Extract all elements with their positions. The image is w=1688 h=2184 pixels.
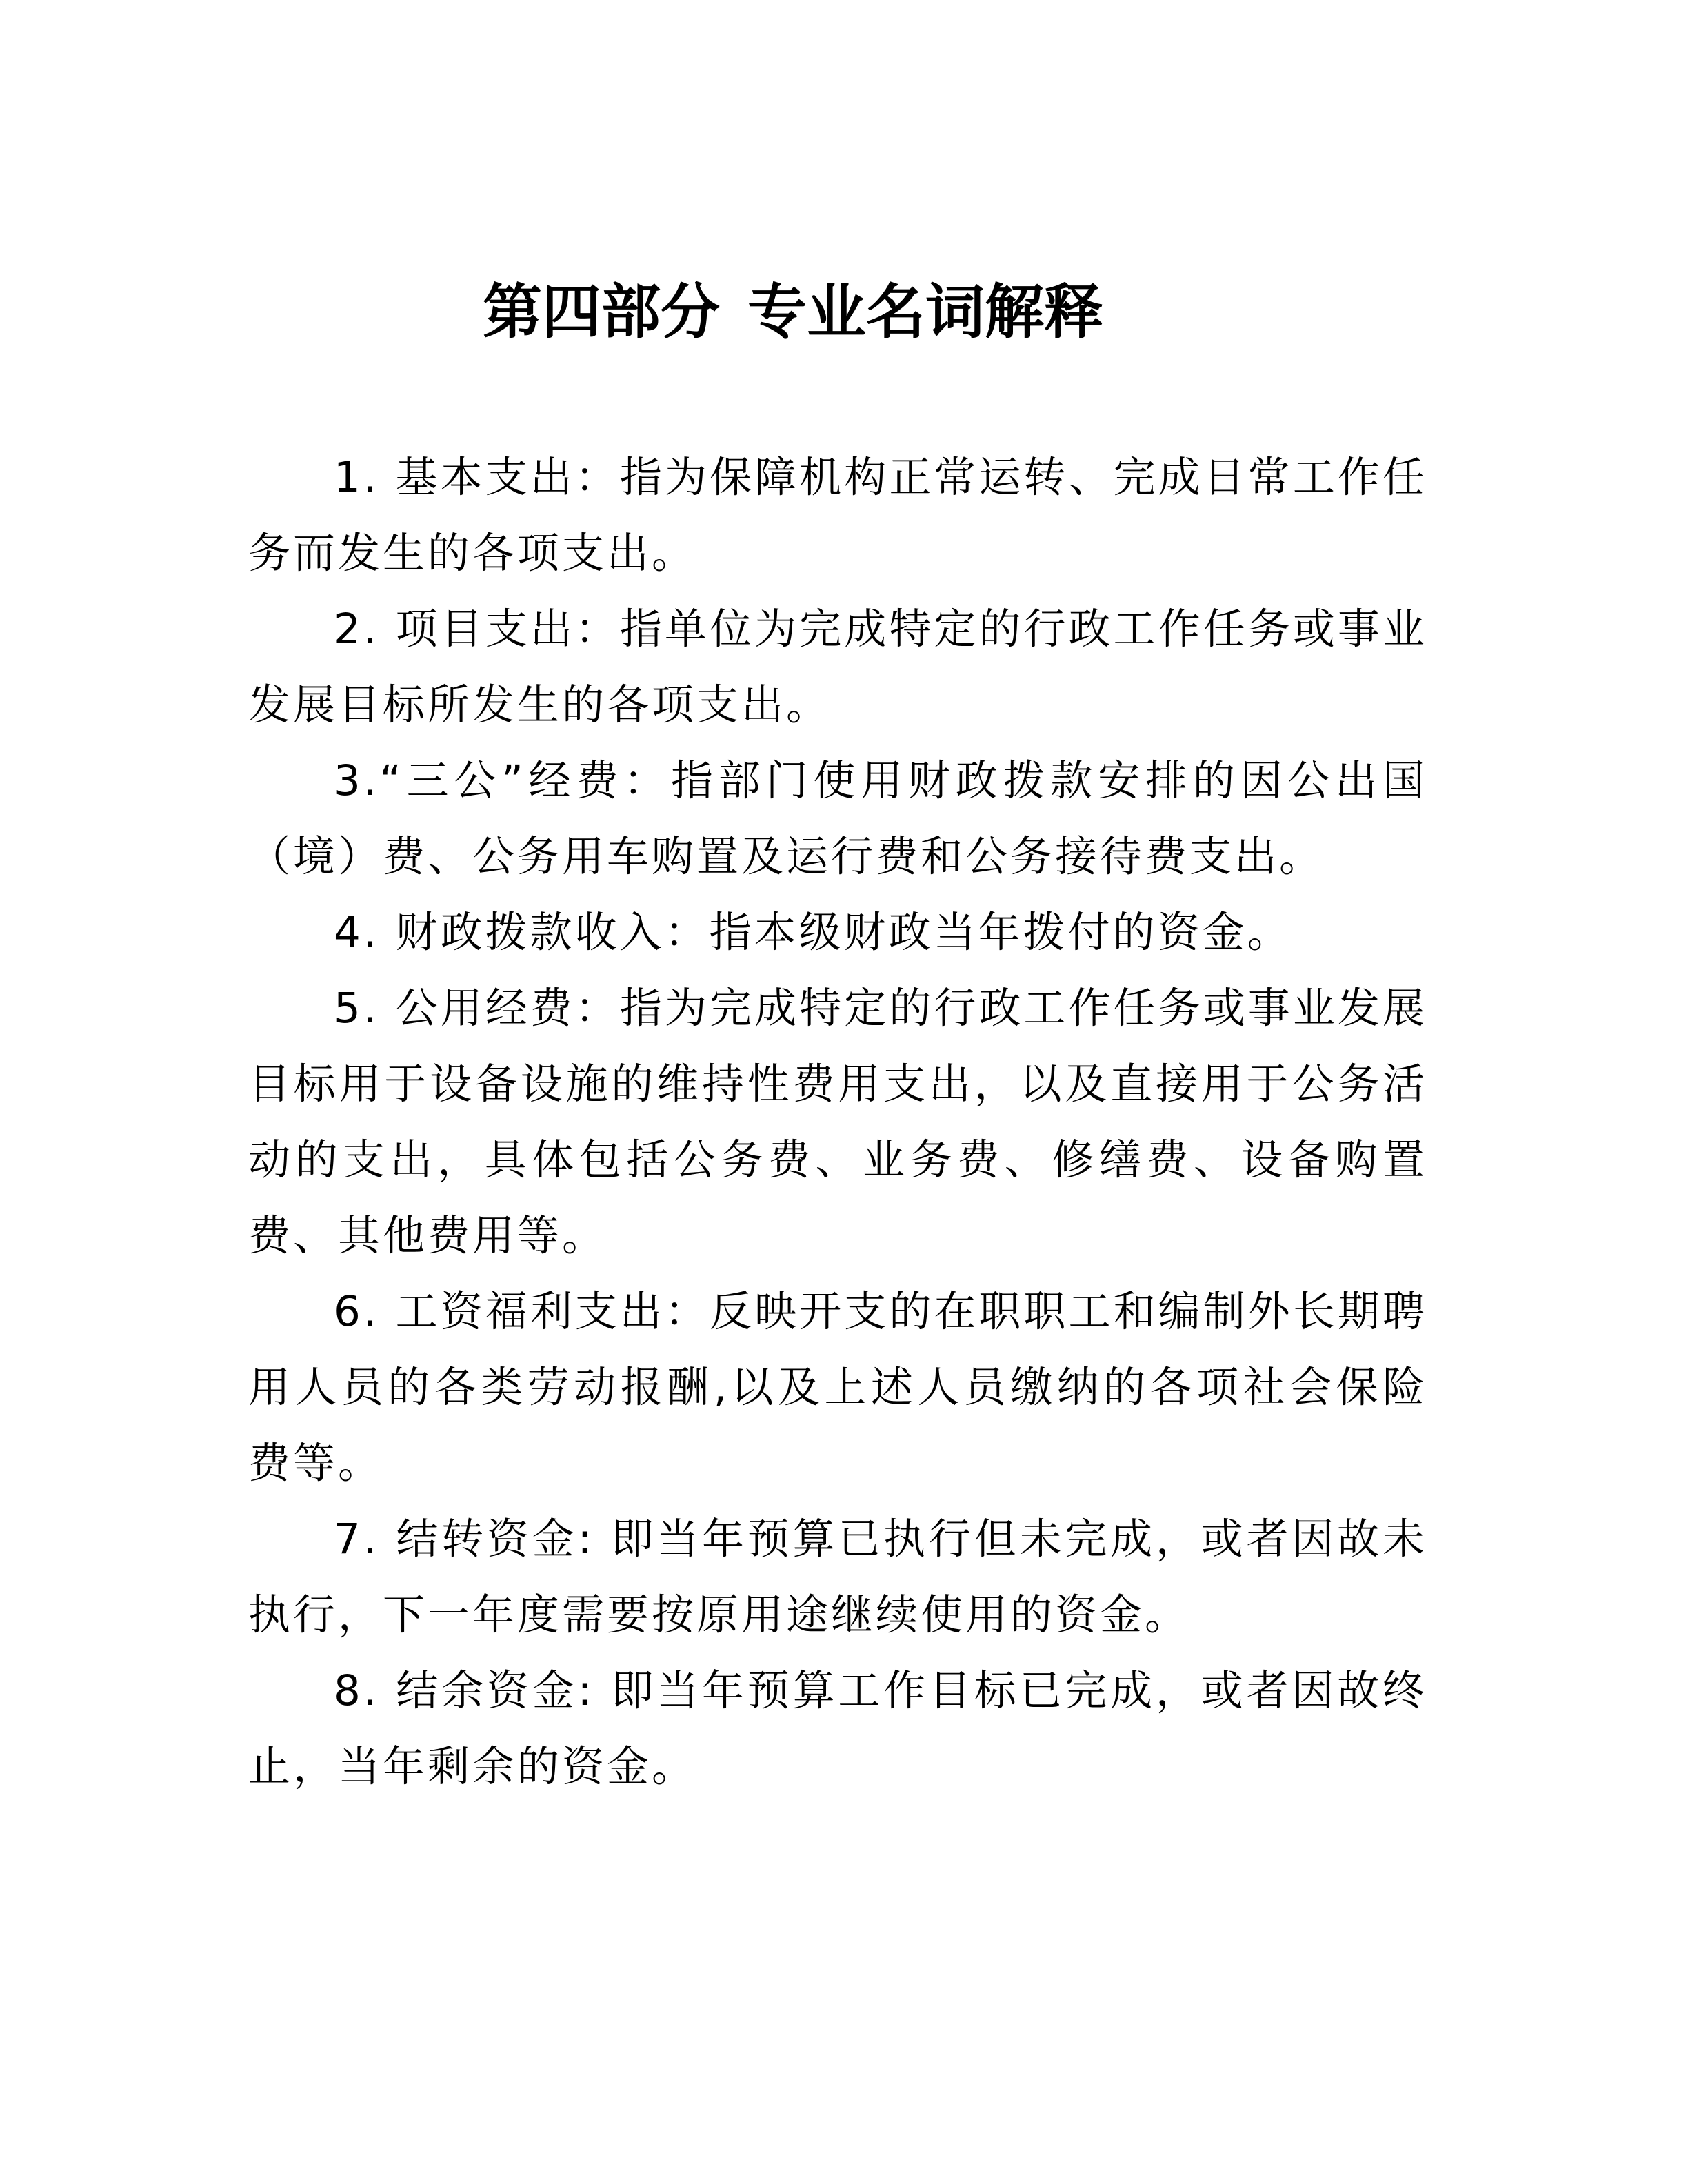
entry-definition: 指为保障机构正常运转、完成日常工作任务而发生的各项支出。 — [248, 453, 1427, 578]
entry-definition: 指本级财政当年拨付的资金。 — [709, 908, 1292, 957]
entry-number: 2. — [334, 605, 380, 654]
entry-term: 基本支出： — [395, 453, 620, 502]
entry-number: 5. — [334, 984, 380, 1033]
glossary-entry-5 — [248, 971, 1427, 1274]
entry-number: 3. — [334, 756, 380, 805]
entry-number: 7. — [334, 1515, 380, 1564]
glossary-list — [248, 440, 1427, 1805]
title-part: 第四部分 — [483, 277, 720, 347]
page-title — [483, 267, 1103, 357]
glossary-entry-1 — [248, 440, 1427, 592]
entry-term: 公用经费： — [395, 984, 620, 1033]
entry-term: “三公”经费： — [379, 756, 671, 805]
glossary-entry-8 — [248, 1653, 1427, 1805]
entry-definition: 指单位为完成特定的行政工作任务或事业发展目标所发生的各项支出。 — [248, 605, 1427, 729]
entry-term: 结转资金: — [396, 1515, 595, 1564]
glossary-entry-3 — [248, 743, 1427, 895]
glossary-entry-7 — [248, 1502, 1427, 1653]
entry-number: 4. — [334, 908, 380, 957]
entry-term: 财政拨款收入： — [395, 908, 710, 957]
entry-definition: 指为完成特定的行政工作任务或事业发展目标用于设备设施的维持性费用支出，以及直接用于公务活动的支出，具体包括公务费、业务费、修缮费、设备购置费、其他费用等。 — [248, 984, 1427, 1260]
entry-number: 1. — [334, 453, 380, 502]
entry-term: 结余资金: — [396, 1666, 595, 1715]
entry-definition: 即当年预算工作目标已完成，或者因故终止，当年剩余的资金。 — [248, 1666, 1427, 1791]
title-name: 专业名词解释 — [747, 277, 1103, 347]
entry-term: 工资福利支出： — [395, 1287, 710, 1336]
glossary-entry-6 — [248, 1274, 1427, 1502]
glossary-entry-4 — [248, 895, 1427, 971]
entry-number: 6. — [334, 1287, 380, 1336]
entry-definition: 反映开支的在职职工和编制外长期聘用人员的各类劳动报酬,以及上述人员缴纳的各项社会保险费等。 — [248, 1287, 1427, 1488]
entry-definition: 指部门使用财政拨款安排的因公出国（境）费、公务用车购置及运行费和公务接待费支出。 — [248, 756, 1427, 881]
entry-number: 8. — [334, 1666, 380, 1715]
glossary-entry-2 — [248, 592, 1427, 743]
entry-definition: 即当年预算已执行但未完成，或者因故未执行，下一年度需要按原用途继续使用的资金。 — [248, 1515, 1427, 1639]
entry-term: 项目支出： — [395, 605, 620, 654]
